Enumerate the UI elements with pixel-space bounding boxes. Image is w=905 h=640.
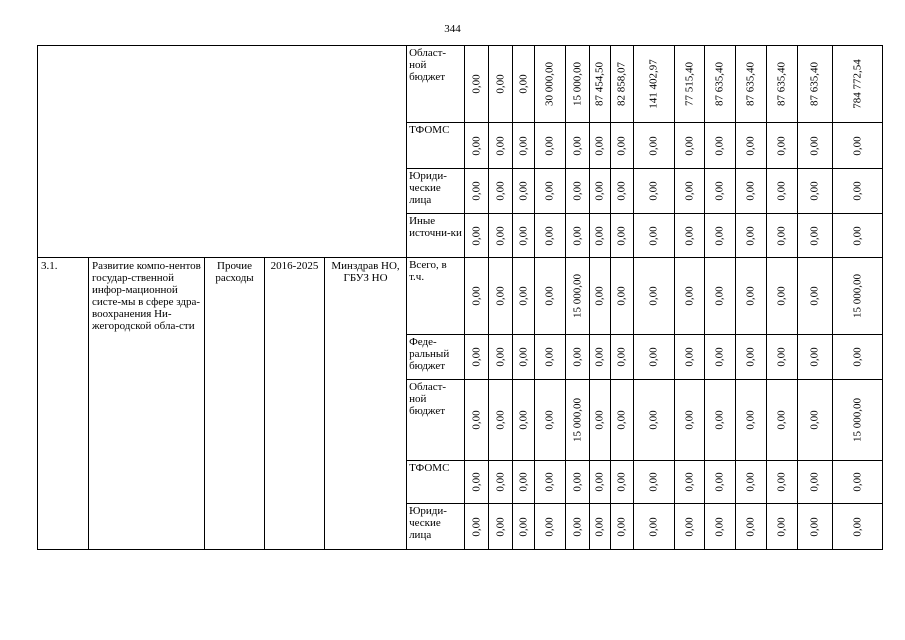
value-cell — [634, 461, 675, 504]
value-cell — [833, 123, 883, 169]
value-text: 15 000,00 — [851, 398, 864, 442]
value-cell — [535, 46, 566, 123]
funding-source-cell — [407, 123, 465, 169]
value-text: 0,00 — [683, 516, 696, 537]
value-cell — [513, 504, 535, 550]
executor-cell-text: Минздрав НО, ГБУЗ НО — [331, 260, 400, 284]
value-cell — [705, 504, 736, 550]
value-text: 0,00 — [808, 181, 821, 201]
period-cell — [265, 258, 325, 550]
value-text: 0,00 — [571, 135, 584, 156]
value-cell — [513, 258, 535, 335]
value-text: 0,00 — [683, 410, 696, 430]
value-text: 0,00 — [470, 74, 483, 94]
value-text: 0,00 — [851, 135, 864, 156]
value-text: 0,00 — [744, 410, 757, 430]
value-text: 0,00 — [571, 181, 584, 201]
value-cell — [736, 46, 767, 123]
value-cell — [705, 380, 736, 461]
funding-source-label: Иные источни-ки — [409, 215, 462, 239]
value-text: 0,00 — [571, 225, 584, 246]
funding-source-cell — [407, 504, 465, 550]
empty-header-cell — [38, 46, 407, 258]
value-cell — [798, 380, 833, 461]
value-cell — [833, 214, 883, 258]
value-text: 0,00 — [494, 472, 507, 492]
value-cell — [513, 380, 535, 461]
value-text: 77 515,40 — [683, 62, 696, 106]
value-cell — [767, 123, 798, 169]
value-cell — [489, 461, 513, 504]
value-text: 0,00 — [744, 135, 757, 156]
item-number-cell-text: 3.1. — [41, 260, 58, 272]
value-text: 87 635,40 — [808, 62, 821, 106]
value-cell — [798, 214, 833, 258]
value-text: 0,00 — [543, 410, 556, 430]
funding-source-label: Юриди-ческие лица — [409, 170, 447, 206]
value-cell — [566, 169, 590, 214]
value-cell — [675, 46, 705, 123]
value-text: 0,00 — [713, 347, 726, 367]
value-cell — [675, 214, 705, 258]
value-cell — [767, 335, 798, 380]
value-cell — [590, 258, 611, 335]
value-text: 0,00 — [593, 181, 606, 201]
value-text: 0,00 — [851, 472, 864, 492]
value-text: 0,00 — [543, 472, 556, 492]
value-text: 0,00 — [744, 472, 757, 492]
value-cell — [513, 214, 535, 258]
value-cell — [566, 123, 590, 169]
value-text: 0,00 — [647, 225, 660, 246]
funding-source-cell — [407, 214, 465, 258]
value-text: 0,00 — [593, 516, 606, 537]
value-cell — [465, 46, 489, 123]
value-text: 15 000,00 — [571, 274, 584, 318]
value-cell — [767, 46, 798, 123]
value-cell — [798, 46, 833, 123]
item-name-cell — [89, 258, 205, 550]
value-text: 0,00 — [775, 225, 788, 246]
value-cell — [798, 258, 833, 335]
value-text: 0,00 — [543, 286, 556, 306]
value-text: 0,00 — [647, 286, 660, 306]
value-text: 0,00 — [517, 472, 530, 492]
value-cell — [798, 504, 833, 550]
value-text: 0,00 — [851, 225, 864, 246]
value-text: 0,00 — [615, 347, 628, 367]
item-number-cell — [38, 258, 89, 550]
value-cell — [535, 214, 566, 258]
value-cell — [590, 214, 611, 258]
value-cell — [590, 461, 611, 504]
value-cell — [465, 335, 489, 380]
value-text: 15 000,00 — [571, 62, 584, 106]
value-text: 0,00 — [517, 286, 530, 306]
value-cell — [611, 335, 634, 380]
value-text: 0,00 — [543, 516, 556, 537]
funding-source-label: ТФОМС — [409, 462, 450, 474]
value-cell — [634, 214, 675, 258]
value-text: 0,00 — [593, 135, 606, 156]
value-cell — [675, 335, 705, 380]
value-cell — [833, 335, 883, 380]
value-text: 30 000,00 — [543, 62, 556, 106]
value-cell — [767, 461, 798, 504]
value-cell — [513, 335, 535, 380]
value-text: 0,00 — [808, 516, 821, 537]
value-text: 0,00 — [615, 410, 628, 430]
funding-source-label: ТФОМС — [409, 124, 450, 136]
funding-source-label: Област-ной бюджет — [409, 47, 447, 83]
value-cell — [736, 214, 767, 258]
value-text: 0,00 — [744, 225, 757, 246]
value-text: 0,00 — [713, 286, 726, 306]
value-text: 0,00 — [571, 347, 584, 367]
value-text: 87 635,40 — [775, 62, 788, 106]
value-text: 87 635,40 — [713, 62, 726, 106]
value-text: 0,00 — [713, 472, 726, 492]
value-text: 0,00 — [494, 181, 507, 201]
value-text: 0,00 — [713, 410, 726, 430]
value-cell — [566, 380, 590, 461]
value-cell — [535, 258, 566, 335]
value-cell — [489, 214, 513, 258]
expense-type-cell — [205, 258, 265, 550]
value-text: 0,00 — [615, 225, 628, 246]
value-cell — [611, 46, 634, 123]
value-text: 0,00 — [683, 472, 696, 492]
value-cell — [705, 169, 736, 214]
value-text: 0,00 — [470, 135, 483, 156]
value-cell — [675, 123, 705, 169]
funding-source-label: Феде-ральный бюджет — [409, 336, 450, 372]
value-cell — [675, 169, 705, 214]
item-name-cell-text: Развитие компо-нентов государ-ственной инфор-мационной систе-мы в сфере здра-воохранения Ни-жегородской обла-сти — [92, 260, 201, 332]
value-text: 0,00 — [647, 181, 660, 201]
value-text: 0,00 — [713, 135, 726, 156]
budget-table — [37, 45, 883, 550]
value-cell — [465, 123, 489, 169]
value-cell — [705, 123, 736, 169]
value-text: 0,00 — [593, 410, 606, 430]
value-text: 0,00 — [593, 225, 606, 246]
value-cell — [634, 258, 675, 335]
value-text: 0,00 — [615, 135, 628, 156]
value-cell — [705, 461, 736, 504]
value-text: 0,00 — [647, 135, 660, 156]
value-cell — [611, 461, 634, 504]
value-cell — [767, 258, 798, 335]
value-text: 0,00 — [494, 516, 507, 537]
value-text: 0,00 — [517, 347, 530, 367]
value-cell — [675, 380, 705, 461]
value-cell — [611, 123, 634, 169]
value-cell — [465, 504, 489, 550]
value-text: 784 772,54 — [851, 59, 864, 109]
funding-source-cell — [407, 380, 465, 461]
value-text: 0,00 — [775, 472, 788, 492]
value-cell — [634, 380, 675, 461]
value-cell — [736, 504, 767, 550]
value-cell — [833, 461, 883, 504]
value-text: 0,00 — [851, 181, 864, 201]
value-cell — [736, 169, 767, 214]
funding-source-cell — [407, 258, 465, 335]
value-cell — [833, 504, 883, 550]
value-text: 0,00 — [517, 410, 530, 430]
value-text: 0,00 — [470, 347, 483, 367]
value-cell — [736, 380, 767, 461]
funding-source-cell — [407, 335, 465, 380]
value-text: 0,00 — [851, 516, 864, 537]
table-row — [38, 46, 883, 123]
value-text: 0,00 — [517, 74, 530, 94]
value-cell — [590, 380, 611, 461]
value-cell — [798, 123, 833, 169]
value-text: 0,00 — [593, 472, 606, 492]
value-text: 0,00 — [775, 181, 788, 201]
value-text: 0,00 — [543, 135, 556, 156]
value-cell — [705, 258, 736, 335]
value-text: 0,00 — [744, 516, 757, 537]
value-cell — [833, 169, 883, 214]
value-cell — [611, 380, 634, 461]
value-text: 82 858,07 — [615, 62, 628, 106]
value-cell — [535, 504, 566, 550]
value-text: 0,00 — [808, 410, 821, 430]
value-cell — [590, 335, 611, 380]
value-text: 0,00 — [494, 135, 507, 156]
value-cell — [634, 46, 675, 123]
value-cell — [489, 504, 513, 550]
value-text: 0,00 — [593, 347, 606, 367]
value-cell — [590, 123, 611, 169]
value-text: 0,00 — [808, 472, 821, 492]
value-text: 87 635,40 — [744, 62, 757, 106]
value-cell — [798, 461, 833, 504]
value-text: 0,00 — [775, 347, 788, 367]
value-cell — [465, 380, 489, 461]
value-text: 0,00 — [851, 347, 864, 367]
value-text: 15 000,00 — [851, 274, 864, 318]
value-text: 0,00 — [647, 472, 660, 492]
value-cell — [767, 169, 798, 214]
value-cell — [566, 46, 590, 123]
value-cell — [736, 123, 767, 169]
value-text: 0,00 — [683, 135, 696, 156]
value-text: 0,00 — [615, 181, 628, 201]
value-text: 0,00 — [494, 347, 507, 367]
value-cell — [634, 504, 675, 550]
value-text: 0,00 — [543, 225, 556, 246]
value-cell — [634, 123, 675, 169]
value-text: 0,00 — [808, 135, 821, 156]
value-text: 0,00 — [744, 286, 757, 306]
value-text: 0,00 — [517, 225, 530, 246]
value-text: 141 402,97 — [647, 59, 660, 109]
value-cell — [465, 169, 489, 214]
value-text: 0,00 — [571, 516, 584, 537]
value-cell — [535, 461, 566, 504]
value-text: 0,00 — [775, 410, 788, 430]
value-cell — [798, 335, 833, 380]
value-cell — [465, 258, 489, 335]
value-cell — [634, 169, 675, 214]
value-cell — [590, 46, 611, 123]
value-text: 0,00 — [808, 225, 821, 246]
value-text: 0,00 — [615, 472, 628, 492]
funding-source-cell — [407, 169, 465, 214]
value-text: 87 454,50 — [593, 62, 606, 106]
value-text: 0,00 — [470, 472, 483, 492]
value-text: 0,00 — [543, 181, 556, 201]
value-cell — [489, 46, 513, 123]
value-text: 0,00 — [683, 181, 696, 201]
value-cell — [566, 258, 590, 335]
value-cell — [611, 169, 634, 214]
value-text: 0,00 — [647, 347, 660, 367]
value-cell — [513, 46, 535, 123]
value-text: 0,00 — [470, 516, 483, 537]
value-cell — [767, 214, 798, 258]
value-cell — [798, 169, 833, 214]
value-cell — [611, 214, 634, 258]
value-text: 0,00 — [517, 181, 530, 201]
value-text: 0,00 — [744, 181, 757, 201]
value-cell — [736, 258, 767, 335]
value-text: 0,00 — [647, 410, 660, 430]
value-text: 0,00 — [808, 286, 821, 306]
value-cell — [675, 258, 705, 335]
value-text: 0,00 — [494, 74, 507, 94]
value-text: 0,00 — [470, 225, 483, 246]
value-text: 0,00 — [517, 516, 530, 537]
value-text: 0,00 — [808, 347, 821, 367]
funding-source-cell — [407, 461, 465, 504]
value-cell — [833, 46, 883, 123]
value-cell — [611, 504, 634, 550]
value-text: 0,00 — [543, 347, 556, 367]
funding-source-label: Юриди-ческие лица — [409, 505, 447, 541]
value-cell — [465, 461, 489, 504]
value-cell — [736, 335, 767, 380]
expense-type-cell-text: Прочие расходы — [215, 260, 254, 284]
period-cell-text: 2016-2025 — [270, 260, 319, 272]
value-cell — [566, 335, 590, 380]
value-cell — [675, 461, 705, 504]
table-row — [38, 258, 883, 335]
value-cell — [513, 123, 535, 169]
value-text: 0,00 — [494, 286, 507, 306]
value-cell — [489, 123, 513, 169]
funding-source-label: Всего, в т.ч. — [409, 259, 447, 283]
value-cell — [566, 461, 590, 504]
value-cell — [489, 169, 513, 214]
value-cell — [535, 169, 566, 214]
value-text: 0,00 — [517, 135, 530, 156]
value-text: 0,00 — [775, 286, 788, 306]
value-cell — [489, 380, 513, 461]
value-text: 0,00 — [683, 286, 696, 306]
value-cell — [705, 214, 736, 258]
value-text: 0,00 — [470, 410, 483, 430]
funding-source-label: Област-ной бюджет — [409, 381, 447, 417]
value-cell — [590, 504, 611, 550]
funding-source-cell — [407, 46, 465, 123]
value-text: 0,00 — [713, 181, 726, 201]
value-cell — [489, 335, 513, 380]
value-cell — [535, 380, 566, 461]
value-cell — [767, 504, 798, 550]
value-cell — [767, 380, 798, 461]
value-text: 0,00 — [470, 181, 483, 201]
value-cell — [611, 258, 634, 335]
value-cell — [675, 504, 705, 550]
value-cell — [513, 461, 535, 504]
value-text: 0,00 — [615, 286, 628, 306]
value-cell — [833, 258, 883, 335]
value-text: 0,00 — [713, 516, 726, 537]
value-cell — [736, 461, 767, 504]
value-cell — [535, 123, 566, 169]
value-text: 15 000,00 — [571, 398, 584, 442]
value-cell — [513, 169, 535, 214]
value-text: 0,00 — [571, 472, 584, 492]
value-cell — [705, 46, 736, 123]
value-cell — [566, 504, 590, 550]
value-text: 0,00 — [775, 135, 788, 156]
value-text: 0,00 — [494, 225, 507, 246]
value-text: 0,00 — [647, 516, 660, 537]
value-cell — [705, 335, 736, 380]
executor-cell — [325, 258, 407, 550]
value-cell — [489, 258, 513, 335]
value-text: 0,00 — [593, 286, 606, 306]
value-text: 0,00 — [744, 347, 757, 367]
value-cell — [566, 214, 590, 258]
value-cell — [634, 335, 675, 380]
page-number: 344 — [444, 23, 461, 35]
value-text: 0,00 — [470, 286, 483, 306]
value-cell — [833, 380, 883, 461]
value-cell — [535, 335, 566, 380]
value-text: 0,00 — [683, 225, 696, 246]
value-text: 0,00 — [775, 516, 788, 537]
value-cell — [465, 214, 489, 258]
value-cell — [590, 169, 611, 214]
value-text: 0,00 — [494, 410, 507, 430]
value-text: 0,00 — [683, 347, 696, 367]
value-text: 0,00 — [713, 225, 726, 246]
value-text: 0,00 — [615, 516, 628, 537]
